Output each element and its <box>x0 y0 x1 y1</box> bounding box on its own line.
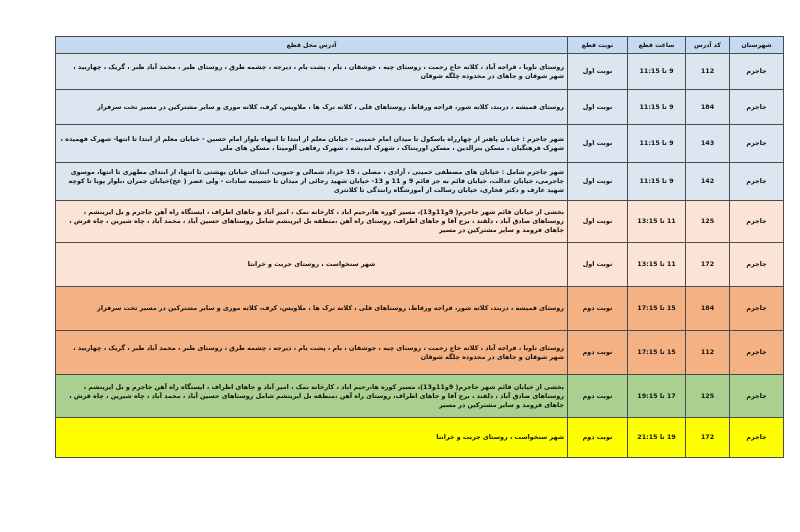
table-row <box>56 243 784 287</box>
address-cell: شهر جاجرم شامل : خیابان های مصطفی خمینی ، آزادی ، مصلی ، 15 خرداد شمالی و جنوبی، ابتدای خیابان بهشتی تا انتها، از ابتدای مطهری تا انتها، موسوی جاجرمی، خیابان عدالت، خیابان قائم به جز قائم 9 و 11 و 13- خیابان شهید رجائی از میدان تا حسینیه سادات - ولی عصر ( عج)خیابان جمران ،بلوار پویا تا کوچه شهید عارف و دکتر فخاری، خیابان رسالت از آموزشگاه رانندگی تا کلانتری <box>56 163 568 201</box>
table-row <box>56 90 784 125</box>
turn-cell: نوبت دوم <box>568 287 628 331</box>
turn-cell: نوبت اول <box>568 54 628 90</box>
table-row <box>56 201 784 243</box>
table-row <box>56 375 784 418</box>
turn-cell: نوبت اول <box>568 243 628 287</box>
time-cell: 9 تا 11:15 <box>628 90 686 125</box>
code-cell: 184 <box>686 90 730 125</box>
address-cell: شهر سنخواست ، روستای جربت و خرانتا <box>56 418 568 458</box>
header-time: ساعت قطع <box>628 37 686 54</box>
code-cell: 172 <box>686 418 730 458</box>
header-code: کد آدرس <box>686 37 730 54</box>
city-cell: جاجرم <box>730 201 784 243</box>
turn-cell: نوبت دوم <box>568 331 628 375</box>
header-city: شهرستان <box>730 37 784 54</box>
table-row <box>56 287 784 331</box>
address-cell: بخشی از خیابان قائم شهر جاجرم( 9و11و13)، مسیر کوره ها،رحیم اباد ، کارخانه نمک ، امیر آباد و جاهای اطراف ، ایستگاه راه آهن جاجرم و بل ایرینشم ، روستاهای صادق آباد ، دلقند ، برج آقا و جاهای اطراف، روستای راه آهن ،منطقه بل ایرینشم شامل روستاهای حسین آباد ، محمد آباد ، چاه شیرین ، چاه قرش ، جاهای فرومد و سایر مشترکین در مسیر <box>56 201 568 243</box>
address-cell: بخشی از خیابان قائم شهر جاجرم( 9و11و13)، مسیر کوره ها،رحیم اباد ، کارخانه نمک ، امیر آباد و جاهای اطراف ، ایستگاه راه آهن جاجرم و بل ایرینشم ، روستاهای صادق آباد ، دلقند ، برج آقا و جاهای اطراف، روستای راه آهن ،منطقه بل ایرینشم شامل روستاهای حسین آباد ، محمد آباد ، چاه شیرین ، چاه قرش ، جاهای فرومد و سایر مشترکین در مسیر <box>56 375 568 418</box>
address-cell: روستای قمیشه ، دربند، کلاته شور، قراجه ورقاط، روستاهای قلی ، کلاته ترک ها ، ملاویس، کرف، کلاته موری و سایر مشترکین در مسیر تخت سرفراز <box>56 287 568 331</box>
header-address: آدرس محل قطع <box>56 37 568 54</box>
table-row <box>56 163 784 201</box>
time-cell: 9 تا 11:15 <box>628 125 686 163</box>
time-cell: 15 تا 17:15 <box>628 331 686 375</box>
code-cell: 112 <box>686 54 730 90</box>
time-cell: 9 تا 11:15 <box>628 163 686 201</box>
city-cell: جاجرم <box>730 125 784 163</box>
address-cell: شهر جاجرم : خیابان پاهنر از چهارراه باسکول تا میدان امام خمینی - خیابان معلم از ابتدا تا انتهاء بلوار امام حسین - خیابان معلم از ابتدا تا انتها- شهرک فهمیده ، شهرک فرهنگیان ، مسکن بنرالدین ، مسکن اورینتاک ، شهرک اندیشه ، شهرک رفاهی آلومینا ، مسکن های ملی <box>56 125 568 163</box>
outage-schedule-table <box>55 36 784 458</box>
table-header-row <box>56 37 784 54</box>
city-cell: جاجرم <box>730 331 784 375</box>
turn-cell: نوبت اول <box>568 201 628 243</box>
time-cell: 11 تا 13:15 <box>628 201 686 243</box>
address-cell: شهر سنخواست ، روستای جربت و خرانتا <box>56 243 568 287</box>
time-cell: 15 تا 17:15 <box>628 287 686 331</box>
turn-cell: نوبت اول <box>568 163 628 201</box>
header-turn: نوبت قطع <box>568 37 628 54</box>
city-cell: جاجرم <box>730 287 784 331</box>
turn-cell: نوبت دوم <box>568 375 628 418</box>
time-cell: 11 تا 13:15 <box>628 243 686 287</box>
city-cell: جاجرم <box>730 243 784 287</box>
time-cell: 19 تا 21:15 <box>628 418 686 458</box>
time-cell: 9 تا 11:15 <box>628 54 686 90</box>
city-cell: جاجرم <box>730 90 784 125</box>
table-row <box>56 54 784 90</box>
table-row <box>56 331 784 375</box>
code-cell: 142 <box>686 163 730 201</box>
turn-cell: نوبت اول <box>568 90 628 125</box>
address-cell: روستای ناوبا ، قراجه آباد ، کلاته حاج رحمت ، روستای چیه ، جوشقان ، بام ، پشت بام ، دیرجه ، چشمه طرق ، روستای طبر ، محمد آباد طبر ، گریک ، چهاربید ، شهر شوقان و جاهای در محدوده چلگه شوقان <box>56 54 568 90</box>
code-cell: 143 <box>686 125 730 163</box>
address-cell: روستای ناوبا ، قراجه آباد ، کلاته حاج رحمت ، روستای چیه ، جوشقان ، بام ، پشت بام ، دیرجه ، چشمه طرق ، روستای طبر ، محمد آباد طبر ، گریک ، چهاربید ، شهر شوقان و جاهای در محدوده چلگه شوقان <box>56 331 568 375</box>
city-cell: جاجرم <box>730 418 784 458</box>
code-cell: 184 <box>686 287 730 331</box>
city-cell: جاجرم <box>730 375 784 418</box>
code-cell: 112 <box>686 331 730 375</box>
turn-cell: نوبت دوم <box>568 418 628 458</box>
code-cell: 172 <box>686 243 730 287</box>
address-cell: روستای قمیشه ، دربند، کلاته شور، قراجه ورقاط، روستاهای قلی ، کلاته ترک ها ، ملاویس، کرف، کلاته موری و سایر مشترکین در مسیر تخت سرفراز <box>56 90 568 125</box>
turn-cell: نوبت اول <box>568 125 628 163</box>
city-cell: جاجرم <box>730 163 784 201</box>
city-cell: جاجرم <box>730 54 784 90</box>
table-row <box>56 125 784 163</box>
code-cell: 125 <box>686 201 730 243</box>
code-cell: 125 <box>686 375 730 418</box>
table-row <box>56 418 784 458</box>
time-cell: 17 تا 19:15 <box>628 375 686 418</box>
